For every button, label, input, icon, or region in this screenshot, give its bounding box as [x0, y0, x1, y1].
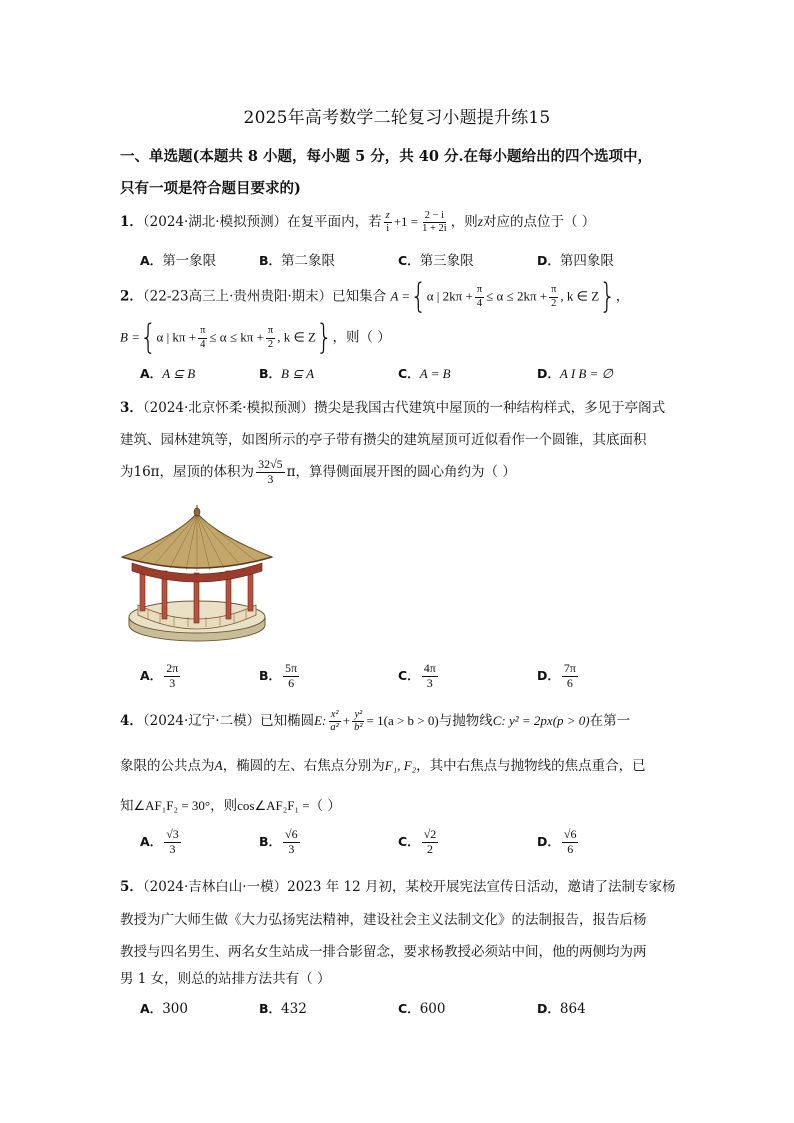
question-number: 1．	[120, 214, 143, 231]
section-heading-line1: 一、单选题(本题共 8 小题，每小题 5 分，共 40 分.在每小题给出的四个选项中，	[120, 148, 653, 165]
option-d[interactable]: D． $\frac{7\pi}{6}$	[537, 661, 576, 690]
option-a[interactable]: A． $\frac{√3}{3}$	[140, 827, 179, 856]
option-c[interactable]: C．A = B	[398, 366, 451, 381]
question-5-line4: 男 1 女，则总的站排方法共有（ ）	[120, 971, 331, 987]
question-1: 1．（2024·湖北·模拟预测）在复平面内，若 $\frac{z}{i}$ +1 = $\frac{2 - i}{1 + 2i}$ ，则z对应的点位于（ ）	[120, 210, 596, 235]
option-c[interactable]: C． $\frac{√2}{2}$	[398, 827, 437, 856]
document-title: 2025年高考数学二轮复习小题提升练15	[243, 108, 551, 128]
question-4-line2: 象限的公共点为A，椭圆的左、右焦点分别为F₁, F₂，其中右焦点与抛物线的焦点重合，已	[120, 758, 646, 774]
option-d[interactable]: D．864	[537, 1001, 586, 1017]
question-5-line2: 教授为广大师生做《大力弘扬宪法精神，建设社会主义法制文化》的法制报告，报告后杨	[120, 912, 647, 928]
fraction: $\frac{\pi}{2}$	[551, 284, 557, 309]
question-number: 4．	[120, 713, 143, 730]
fraction: $\frac{z}{i}$	[385, 210, 390, 235]
option-d[interactable]: D． $\frac{√6}{6}$	[537, 827, 577, 856]
option-b[interactable]: B． $\frac{√6}{3}$	[259, 827, 298, 856]
option-a[interactable]: A．第一象限	[140, 253, 217, 269]
option-c[interactable]: C．第三象限	[398, 253, 474, 269]
question-4-line3: 知∠AF₁F₂ = 30°，则cos∠AF₂F₁ =（ ）	[120, 798, 341, 814]
option-a[interactable]: A．A ⊆ B	[140, 366, 196, 381]
option-c[interactable]: C． $\frac{4\pi}{3}$	[398, 661, 436, 690]
fraction: $\frac{\pi}{4}$	[200, 325, 206, 350]
pavilion-image	[118, 505, 276, 645]
question-2-line2: B ={α | kπ + $\frac{\pi}{4}$ ≤ α ≤ kπ + $\frac{\pi}{2}$ , k ∈ Z}，则（ ）	[120, 318, 391, 358]
question-text: 在复平面内，若	[287, 214, 382, 231]
section-heading-line2: 只有一项是符合题目要求的)	[120, 180, 301, 197]
question-source: （2024·湖北·模拟预测）	[142, 214, 288, 231]
question-source: （2024·吉林白山·一模）	[142, 879, 288, 895]
option-a[interactable]: A． $\frac{2\pi}{3}$	[140, 661, 179, 690]
option-b[interactable]: B． $\frac{5\pi}{6}$	[259, 661, 298, 690]
question-3-line3: 为16π，屋顶的体积为 $\frac{32√5}{3}$ π，算得侧面展开图的圆心角约为（ ）	[120, 457, 516, 486]
question-number: 2．	[120, 288, 143, 305]
fraction: $\frac{32√5}{3}$	[258, 457, 283, 486]
option-b[interactable]: B．432	[259, 1001, 307, 1017]
question-source: （2024·辽宁·二模）	[142, 713, 261, 730]
option-b[interactable]: B．第二象限	[259, 253, 336, 269]
option-c[interactable]: C．600	[398, 1001, 446, 1017]
option-d[interactable]: D．A I B = ∅	[537, 366, 613, 381]
question-source: （2024·北京怀柔·模拟预测）	[142, 400, 315, 416]
question-number: 3．	[120, 400, 143, 416]
option-d[interactable]: D．第四象限	[537, 253, 614, 269]
question-source: （22-23高三上·贵州贵阳·期末）	[142, 288, 333, 305]
option-b[interactable]: B．B ⊆ A	[259, 366, 315, 381]
question-5-line3: 教授与四名男生、两名女生站成一排合影留念，要求杨教授必须站中间，他的两侧均为两	[120, 944, 647, 960]
fraction: $\frac{2 - i}{1 + 2i}$	[422, 210, 447, 235]
question-number: 5．	[120, 879, 143, 895]
question-3: 3．（2024·北京怀柔·模拟预测）攒尖是我国古代建筑中屋顶的一种结构样式，多见于亭阁式	[120, 400, 666, 416]
fraction: $\frac{\pi}{4}$	[476, 284, 483, 309]
question-2: 2．（22-23高三上·贵州贵阳·期末）已知集合 A ={α | 2kπ + $\frac{\pi}{4}$ ≤ α ≤ 2kπ + $\frac{\pi}{2}$ , k ∈ Z}，	[120, 277, 630, 317]
question-3-line2: 建筑、园林建筑等，如图所示的亭子带有攒尖的建筑屋顶可近似看作一个圆锥，其底面积	[120, 432, 647, 448]
question-5: 5．（2024·吉林白山·一模）2023 年 12 月初，某校开展宪法宣传日活动，邀请了法制专家杨	[120, 879, 676, 895]
fraction: $\frac{\pi}{2}$	[267, 325, 274, 350]
option-a[interactable]: A．300	[140, 1001, 188, 1017]
question-4: 4．（2024·辽宁·二模）已知椭圆E: $\frac{\text{x²}}{\text{a²}}$ + $\frac{\text{y²}}{\text{b²}}$ = 1(a > b > 0)与抛物线C: y² = 2px(p > 0)在第一	[120, 709, 631, 734]
